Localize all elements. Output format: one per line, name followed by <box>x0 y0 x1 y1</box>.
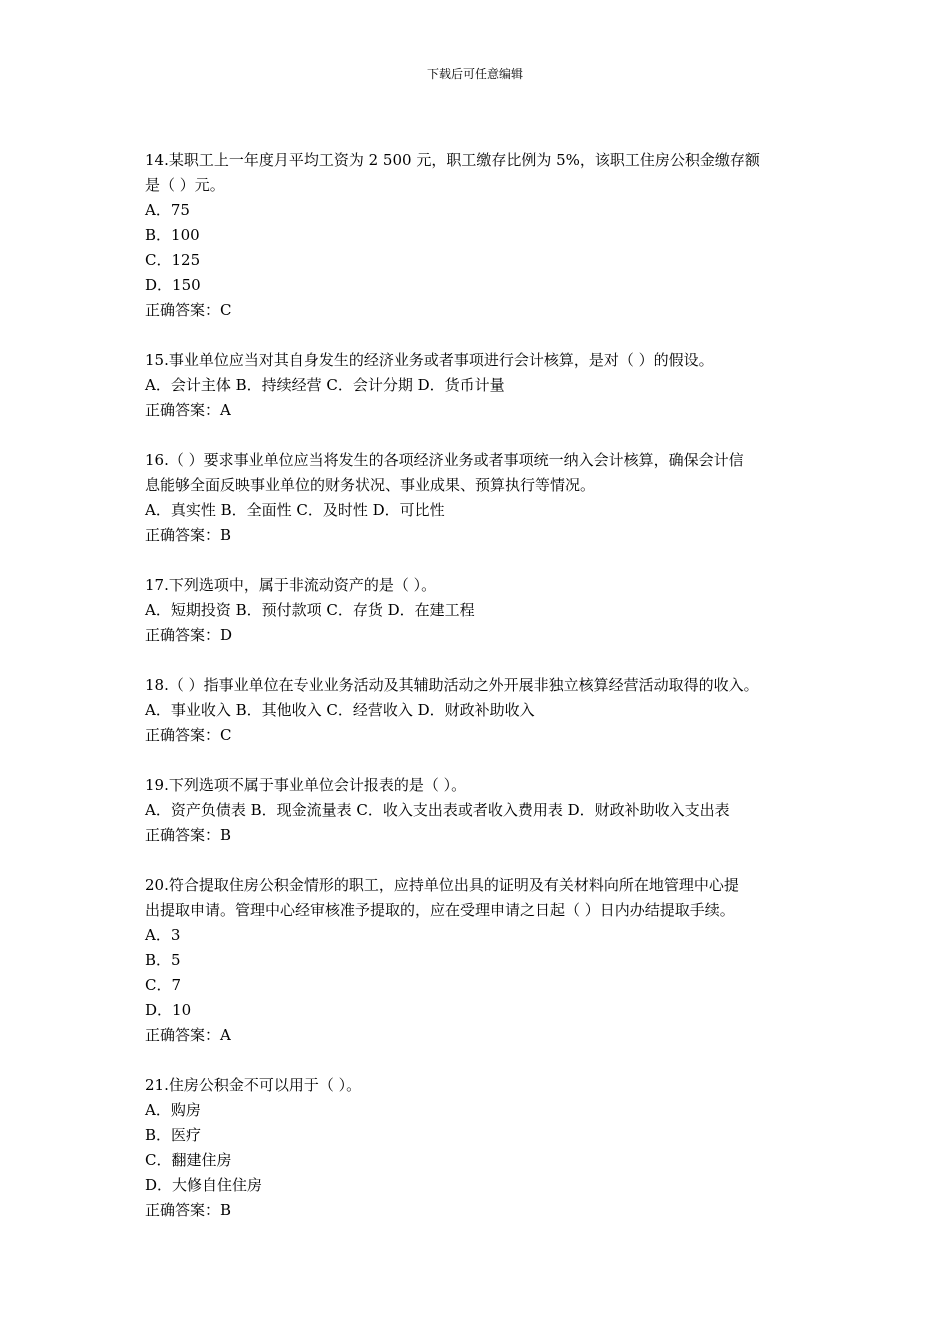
question-block <box>145 573 825 648</box>
answer-line: 正确答案：C <box>145 726 232 744</box>
question-block <box>145 873 825 1048</box>
question-line: B．医疗 <box>145 1126 202 1144</box>
question-line: A．3 <box>145 926 181 944</box>
answer-line: 正确答案：B <box>145 1201 232 1219</box>
answer-line: 正确答案：B <box>145 526 232 544</box>
question-text: 15.事业单位应当对其自身发生的经济业务或者事项进行会计核算，是对（ ）的假设。 <box>145 351 714 369</box>
question-line: A．会计主体 B．持续经营 C．会计分期 D．货币计量 <box>145 376 505 394</box>
question-text: 18.（ ）指事业单位在专业业务活动及其辅助活动之外开展非独立核算经营活动取得的收入。 <box>145 676 759 694</box>
question-line: A．购房 <box>145 1101 201 1119</box>
question-line: A．事业收入 B．其他收入 C．经营收入 D．财政补助收入 <box>145 701 535 719</box>
question-block <box>145 1073 825 1223</box>
question-list <box>145 148 825 1248</box>
question-block <box>145 148 825 323</box>
question-text: 14.某职工上一年度月平均工资为 2 500 元，职工缴存比例为 5%，该职工住房公积金缴存额 <box>145 151 760 169</box>
question-line: 是（ ）元。 <box>145 176 225 194</box>
question-line: 出提取申请。管理中心经审核准予提取的，应在受理申请之日起（ ）日内办结提取手续。 <box>145 901 735 919</box>
question-text: 17.下列选项中，属于非流动资产的是（ ）。 <box>145 576 437 594</box>
question-line: B．5 <box>145 951 181 969</box>
question-line: 息能够全面反映事业单位的财务状况、事业成果、预算执行等情况。 <box>145 476 596 494</box>
question-line: C．7 <box>145 976 182 994</box>
question-line: A．75 <box>145 201 190 219</box>
question-line: A．短期投资 B．预付款项 C．存货 D．在建工程 <box>145 601 475 619</box>
question-text: 19.下列选项不属于事业单位会计报表的是（ ）。 <box>145 776 467 794</box>
answer-line: 正确答案：C <box>145 301 232 319</box>
question-text: 21.住房公积金不可以用于（ ）。 <box>145 1076 362 1094</box>
question-line: D．150 <box>145 276 201 294</box>
question-line: D．大修自住住房 <box>145 1176 263 1194</box>
question-line: C．翻建住房 <box>145 1151 232 1169</box>
question-line: A．真实性 B．全面性 C．及时性 D．可比性 <box>145 501 445 519</box>
question-block <box>145 448 825 548</box>
page-header: 下载后可任意编辑 <box>426 67 523 81</box>
question-block <box>145 773 825 848</box>
question-text: 20.符合提取住房公积金情形的职工，应持单位出具的证明及有关材料向所在地管理中心提 <box>145 876 739 894</box>
question-line: B．100 <box>145 226 200 244</box>
answer-line: 正确答案：D <box>145 626 233 644</box>
question-line: D．10 <box>145 1001 192 1019</box>
answer-line: 正确答案：B <box>145 826 232 844</box>
answer-line: 正确答案：A <box>145 1026 231 1044</box>
question-text: 16.（ ）要求事业单位应当将发生的各项经济业务或者事项统一纳入会计核算，确保会计信 <box>145 451 744 469</box>
question-block <box>145 348 825 423</box>
answer-line: 正确答案：A <box>145 401 231 419</box>
question-line: C．125 <box>145 251 201 269</box>
question-block <box>145 673 825 748</box>
question-line: A．资产负债表 B．现金流量表 C．收入支出表或者收入费用表 D．财政补助收入支出表 <box>145 801 730 819</box>
